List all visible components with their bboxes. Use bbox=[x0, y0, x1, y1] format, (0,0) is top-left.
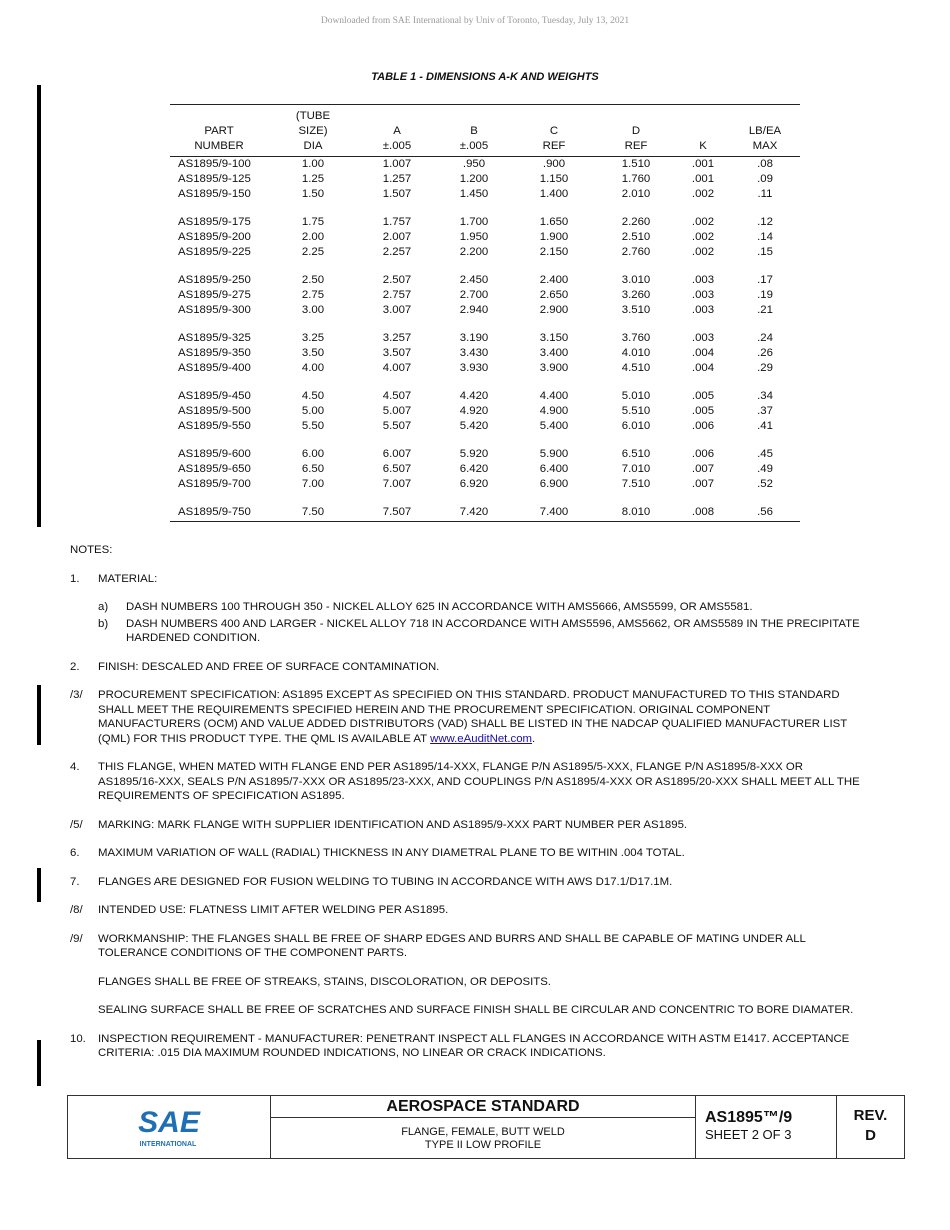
weight: .08 bbox=[757, 158, 773, 170]
dim-b: 5.420 bbox=[459, 420, 489, 432]
weight: .19 bbox=[757, 289, 773, 301]
note-1b bbox=[98, 617, 860, 646]
dim-c: 6.400 bbox=[539, 463, 569, 475]
weight: .29 bbox=[757, 362, 773, 374]
weight: .34 bbox=[757, 390, 773, 402]
dim-k: .002 bbox=[691, 216, 715, 228]
dim-a: 1.257 bbox=[382, 173, 412, 185]
revision-value: D bbox=[865, 1127, 876, 1144]
dim-a: 2.757 bbox=[382, 289, 412, 301]
note-text: INTENDED USE: FLATNESS LIMIT AFTER WELDING PER AS1895. bbox=[98, 904, 449, 916]
dim-d: 4.010 bbox=[621, 347, 651, 359]
dim-k: .004 bbox=[691, 347, 715, 359]
dim-a: 3.007 bbox=[382, 304, 412, 316]
note-text: MATERIAL: bbox=[98, 572, 158, 585]
standard-type: AEROSPACE STANDARD bbox=[271, 1096, 695, 1118]
table-row bbox=[170, 288, 800, 303]
dim-d: 6.510 bbox=[621, 448, 651, 460]
tube-dia: 6.00 bbox=[301, 448, 325, 460]
weight: .41 bbox=[757, 420, 773, 432]
notes-heading: NOTES: bbox=[70, 544, 113, 556]
note-5 bbox=[70, 818, 860, 833]
dim-c: 3.900 bbox=[539, 362, 569, 374]
dim-d: 8.010 bbox=[596, 492, 676, 522]
header-row bbox=[170, 139, 800, 157]
table-row bbox=[170, 477, 800, 492]
sub-letter: b) bbox=[98, 617, 109, 630]
dim-c: 2.650 bbox=[539, 289, 569, 301]
header-c bbox=[512, 105, 596, 125]
dim-a: 5.007 bbox=[382, 405, 412, 417]
dim-b: 3.190 bbox=[459, 332, 489, 344]
tube-dia: 1.00 bbox=[301, 158, 325, 170]
eauditnet-link[interactable]: www.eAuditNet.com bbox=[430, 732, 533, 745]
note-text: INSPECTION REQUIREMENT - MANUFACTURER: PENETRANT INSPECT ALL FLANGES IN ACCORDANCE WITH ASTM E1417. ACCEPTANCE CRITERIA: .015 DIA MAXIMUM ROUNDED INDICATIONS, NO LINEAR OR CRACK INDICATIONS. bbox=[98, 1032, 850, 1059]
dim-a: 1.507 bbox=[382, 188, 412, 200]
tube-dia: 7.50 bbox=[268, 492, 358, 522]
header-dia: SIZE) bbox=[298, 125, 328, 137]
dim-d: 3.760 bbox=[621, 332, 651, 344]
note-text: FINISH: DESCALED AND FREE OF SURFACE CONTAMINATION. bbox=[98, 660, 440, 673]
note-1a bbox=[98, 600, 860, 615]
weight: .26 bbox=[757, 347, 773, 359]
dim-k: .003 bbox=[691, 332, 715, 344]
tube-dia: 2.25 bbox=[301, 246, 325, 258]
dim-b: 1.950 bbox=[459, 231, 489, 243]
part-number: AS1895/9-225 bbox=[178, 246, 251, 258]
dimensions-table bbox=[170, 104, 800, 522]
table-row bbox=[170, 202, 800, 230]
part-number: AS1895/9-700 bbox=[178, 478, 251, 490]
weight: .09 bbox=[757, 173, 773, 185]
title-block bbox=[67, 1095, 905, 1159]
document-number: AS1895™/9 bbox=[705, 1109, 793, 1126]
sub-text: DASH NUMBERS 400 AND LARGER - NICKEL ALLOY 718 IN ACCORDANCE WITH AMS5596, AMS5662, OR AMS5589 IN THE PRECIPITATE HARDENED CONDITION. bbox=[126, 617, 860, 644]
tube-dia: 1.25 bbox=[301, 173, 325, 185]
dim-d: 3.260 bbox=[621, 289, 651, 301]
tube-dia: 1.75 bbox=[301, 216, 325, 228]
weight: .37 bbox=[757, 405, 773, 417]
dim-c: 1.900 bbox=[539, 231, 569, 243]
part-number: AS1895/9-175 bbox=[178, 216, 251, 228]
notes-section bbox=[70, 543, 860, 1075]
note-number: /9/ bbox=[70, 932, 83, 945]
dim-a: 5.507 bbox=[382, 420, 412, 432]
logo-subtext: INTERNATIONAL bbox=[139, 1141, 197, 1148]
note-number: 1. bbox=[70, 572, 80, 585]
note-number: 6. bbox=[70, 847, 80, 859]
part-number: AS1895/9-450 bbox=[178, 390, 251, 402]
note-text: SEALING SURFACE SHALL BE FREE OF SCRATCHES AND SURFACE FINISH SHALL BE CIRCULAR AND CONCENTRIC TO BORE DIAMATER. bbox=[98, 1004, 854, 1016]
weight: .17 bbox=[757, 274, 773, 286]
table-row bbox=[170, 303, 800, 318]
header-c: C bbox=[549, 125, 559, 137]
revision-bar bbox=[37, 1040, 41, 1086]
weight: .14 bbox=[757, 231, 773, 243]
note-text: FLANGES SHALL BE FREE OF STREAKS, STAINS, DISCOLORATION, OR DEPOSITS. bbox=[98, 975, 551, 988]
table-row bbox=[170, 492, 800, 522]
dim-k: .002 bbox=[691, 188, 715, 200]
header-k: K bbox=[676, 139, 730, 157]
tube-dia: 3.25 bbox=[301, 332, 325, 344]
dim-a: 6.507 bbox=[382, 463, 412, 475]
tube-dia: 4.50 bbox=[301, 390, 325, 402]
dim-k: .003 bbox=[691, 304, 715, 316]
dim-d: 3.010 bbox=[621, 274, 651, 286]
dim-b: 1.700 bbox=[459, 216, 489, 228]
table-row bbox=[170, 260, 800, 288]
table-row bbox=[170, 404, 800, 419]
dim-b: 1.200 bbox=[459, 173, 489, 185]
dim-b: .950 bbox=[462, 158, 486, 170]
dim-a: 2.507 bbox=[382, 274, 412, 286]
sheet-number: SHEET 2 OF 3 bbox=[705, 1127, 792, 1142]
tube-dia: 3.50 bbox=[301, 347, 325, 359]
part-number: AS1895/9-300 bbox=[178, 304, 251, 316]
dim-c: 1.400 bbox=[539, 188, 569, 200]
sub-letter: a) bbox=[98, 601, 109, 613]
part-number: AS1895/9-275 bbox=[178, 289, 251, 301]
dim-a: 2.007 bbox=[382, 231, 412, 243]
dim-c: 1.650 bbox=[539, 216, 569, 228]
header-part bbox=[170, 105, 268, 125]
table-row bbox=[170, 462, 800, 477]
part-number: AS1895/9-500 bbox=[178, 405, 251, 417]
part-number: AS1895/9-250 bbox=[178, 274, 251, 286]
dim-d: 2.760 bbox=[621, 246, 651, 258]
header-row bbox=[170, 105, 800, 125]
dim-d: 3.510 bbox=[621, 304, 651, 316]
dim-k: .007 bbox=[691, 478, 715, 490]
dim-d: 2.260 bbox=[621, 216, 651, 228]
header-k bbox=[676, 105, 730, 125]
table-title: TABLE 1 - DIMENSIONS A-K AND WEIGHTS bbox=[371, 71, 599, 83]
part-number: AS1895/9-400 bbox=[178, 362, 251, 374]
revision-bar bbox=[37, 868, 41, 902]
dim-b: 2.940 bbox=[459, 304, 489, 316]
dim-b: 2.450 bbox=[459, 274, 489, 286]
note-number: 4. bbox=[70, 761, 80, 773]
dim-b: 7.420 bbox=[436, 492, 512, 522]
dim-a: 1.007 bbox=[382, 158, 412, 170]
dim-c: 2.400 bbox=[539, 274, 569, 286]
dim-d: 1.510 bbox=[621, 158, 651, 170]
dim-c: 2.150 bbox=[539, 246, 569, 258]
logo-text: SAE bbox=[138, 1106, 200, 1139]
sae-logo bbox=[68, 1096, 271, 1158]
dim-k: .005 bbox=[691, 405, 715, 417]
dim-k: .005 bbox=[691, 390, 715, 402]
dim-c: 3.400 bbox=[539, 347, 569, 359]
note-3 bbox=[70, 688, 860, 746]
dim-b: 3.930 bbox=[459, 362, 489, 374]
dim-a: 3.257 bbox=[382, 332, 412, 344]
dim-b: 5.920 bbox=[459, 448, 489, 460]
note-7 bbox=[70, 875, 860, 890]
revision-label: REV. bbox=[853, 1107, 888, 1124]
weight: .12 bbox=[757, 216, 773, 228]
dim-c: 3.150 bbox=[539, 332, 569, 344]
dim-b: 2.700 bbox=[459, 289, 489, 301]
header-d: REF bbox=[596, 139, 676, 157]
dim-d: 7.510 bbox=[621, 478, 651, 490]
note-2 bbox=[70, 660, 860, 675]
note-number: /5/ bbox=[70, 818, 83, 831]
dim-b: 6.420 bbox=[459, 463, 489, 475]
table-row bbox=[170, 346, 800, 361]
weight: .24 bbox=[757, 332, 773, 344]
note-text: WORKMANSHIP: THE FLANGES SHALL BE FREE OF SHARP EDGES AND BURRS AND SHALL BE CAPABLE OF MATING UNDER ALL TOLERANCE CONDITIONS OF THE COMPONENT PARTS. bbox=[98, 932, 806, 959]
dim-c: 2.900 bbox=[539, 304, 569, 316]
weight: .45 bbox=[757, 448, 773, 460]
tube-dia: 5.00 bbox=[301, 405, 325, 417]
table-row bbox=[170, 419, 800, 434]
part-number: AS1895/9-550 bbox=[178, 420, 251, 432]
part-number: AS1895/9-650 bbox=[178, 463, 251, 475]
tube-dia: 3.00 bbox=[301, 304, 325, 316]
header-a: ±.005 bbox=[358, 139, 436, 157]
dim-a: 1.757 bbox=[382, 216, 412, 228]
note-number: /3/ bbox=[70, 689, 83, 701]
dim-b: 6.920 bbox=[459, 478, 489, 490]
dim-c: .900 bbox=[542, 158, 566, 170]
dim-k: .003 bbox=[691, 274, 715, 286]
part-number: AS1895/9-350 bbox=[178, 347, 251, 359]
table-row bbox=[170, 172, 800, 187]
dim-a: 4.507 bbox=[382, 390, 412, 402]
dim-c: 7.400 bbox=[512, 492, 596, 522]
dim-a: 6.007 bbox=[382, 448, 412, 460]
dim-k: .002 bbox=[691, 231, 715, 243]
header-row bbox=[170, 124, 800, 139]
note-text: FLANGES ARE DESIGNED FOR FUSION WELDING TO TUBING IN ACCORDANCE WITH AWS D17.1/D17.1M. bbox=[98, 875, 673, 888]
dim-k: .003 bbox=[691, 289, 715, 301]
part-number: AS1895/9-325 bbox=[178, 332, 251, 344]
dim-b: 3.430 bbox=[459, 347, 489, 359]
header-weight: MAX bbox=[730, 139, 800, 157]
table-row bbox=[170, 434, 800, 462]
table-row bbox=[170, 245, 800, 260]
dim-k: .007 bbox=[691, 463, 715, 475]
dim-d: 5.510 bbox=[621, 405, 651, 417]
note-8 bbox=[70, 903, 860, 918]
revision-bar bbox=[37, 85, 41, 527]
table-row bbox=[170, 230, 800, 245]
tube-dia: 2.00 bbox=[301, 231, 325, 243]
dim-d: 1.760 bbox=[621, 173, 651, 185]
revision-bar bbox=[37, 685, 41, 745]
note-text: MARKING: MARK FLANGE WITH SUPPLIER IDENTIFICATION AND AS1895/9-XXX PART NUMBER PER AS1895. bbox=[98, 818, 688, 831]
dim-k: .002 bbox=[691, 246, 715, 258]
note-number: 10. bbox=[70, 1032, 86, 1045]
header-part: PART bbox=[204, 125, 234, 137]
header-d: D bbox=[631, 125, 641, 137]
part-number: AS1895/9-125 bbox=[178, 173, 251, 185]
header-dia: (TUBE bbox=[268, 105, 358, 125]
weight: .11 bbox=[757, 188, 773, 200]
dim-k: .008 bbox=[676, 492, 730, 522]
note-10 bbox=[70, 1032, 860, 1061]
dim-b: 4.420 bbox=[459, 390, 489, 402]
header-c: REF bbox=[512, 139, 596, 157]
dim-k: .001 bbox=[691, 158, 715, 170]
header-dia: DIA bbox=[268, 139, 358, 157]
dim-d: 7.010 bbox=[621, 463, 651, 475]
dim-c: 4.400 bbox=[539, 390, 569, 402]
note-9 bbox=[70, 932, 860, 1018]
weight: .56 bbox=[730, 492, 800, 522]
dim-c: 4.900 bbox=[539, 405, 569, 417]
note-text: PROCUREMENT SPECIFICATION: AS1895 EXCEPT AS SPECIFIED ON THIS STANDARD. PRODUCT MANUFACTURED TO THIS STANDARD SHALL MEET THE REQUIREMENTS SPECIFIED HEREIN AND THE PROCUREMENT SPECIFICATION. ORIGINAL COMPONENT MANUFACTURERS (OCM) AND VALUE ADDED DISTRIBUTORS (VAD) SHALL BE LISTED IN THE NADCAP QUALIFIED MANUFACTURER LIST (QML) FOR THIS PRODUCT TYPE. THE QML IS AVAILABLE AT bbox=[98, 689, 847, 745]
table-row bbox=[170, 187, 800, 202]
dim-a: 2.257 bbox=[382, 246, 412, 258]
note-number: 7. bbox=[70, 875, 80, 888]
tube-dia: 6.50 bbox=[301, 463, 325, 475]
sub-text: DASH NUMBERS 100 THROUGH 350 - NICKEL ALLOY 625 IN ACCORDANCE WITH AMS5666, AMS5599, OR AMS5581. bbox=[126, 601, 753, 613]
header-d bbox=[596, 105, 676, 125]
dim-c: 5.400 bbox=[539, 420, 569, 432]
header-a bbox=[358, 105, 436, 125]
dim-k: .006 bbox=[691, 420, 715, 432]
dim-b: 4.920 bbox=[459, 405, 489, 417]
header-a: A bbox=[393, 125, 401, 137]
header-k bbox=[676, 124, 730, 139]
weight: .21 bbox=[757, 304, 773, 316]
note-number: /8/ bbox=[70, 904, 83, 916]
table-row bbox=[170, 157, 800, 173]
dim-a: 3.507 bbox=[382, 347, 412, 359]
header-part: NUMBER bbox=[170, 139, 268, 157]
note-6 bbox=[70, 846, 860, 861]
weight: .15 bbox=[757, 246, 773, 258]
part-number: AS1895/9-600 bbox=[178, 448, 251, 460]
tube-dia: 7.00 bbox=[301, 478, 325, 490]
header-b: B bbox=[470, 125, 478, 137]
dim-k: .006 bbox=[691, 448, 715, 460]
header-b bbox=[436, 105, 512, 125]
dim-c: 5.900 bbox=[539, 448, 569, 460]
dim-d: 5.010 bbox=[621, 390, 651, 402]
part-description: FLANGE, FEMALE, BUTT WELD bbox=[401, 1126, 565, 1138]
weight: .49 bbox=[757, 463, 773, 475]
part-number: AS1895/9-100 bbox=[178, 158, 251, 170]
part-number: AS1895/9-750 bbox=[170, 492, 268, 522]
dim-k: .004 bbox=[691, 362, 715, 374]
note-1 bbox=[70, 572, 860, 646]
dim-d: 2.510 bbox=[621, 231, 651, 243]
tube-dia: 1.50 bbox=[301, 188, 325, 200]
part-number: AS1895/9-150 bbox=[178, 188, 251, 200]
dim-b: 1.450 bbox=[459, 188, 489, 200]
table-row bbox=[170, 361, 800, 376]
header-b: ±.005 bbox=[436, 139, 512, 157]
weight: .52 bbox=[757, 478, 773, 490]
tube-dia: 2.50 bbox=[301, 274, 325, 286]
part-type: TYPE II LOW PROFILE bbox=[424, 1139, 542, 1151]
tube-dia: 4.00 bbox=[301, 362, 325, 374]
sae-logo-icon bbox=[133, 1105, 205, 1149]
note-text: THIS FLANGE, WHEN MATED WITH FLANGE END PER AS1895/14-XXX, FLANGE P/N AS1895/5-XXX, FLANGE P/N AS1895/8-XXX OR AS1895/16-XXX, SEALS P/N AS1895/7-XXX OR AS1895/23-XXX, AND COUPLINGS P/N AS1895/4-XXX OR AS1895/20-XXX SHALL MEET ALL THE REQUIREMENTS OF SPECIFICATION AS1895. bbox=[98, 761, 860, 802]
note-end: . bbox=[532, 732, 536, 745]
tube-dia: 5.50 bbox=[301, 420, 325, 432]
header-weight bbox=[730, 105, 800, 125]
part-number: AS1895/9-200 bbox=[178, 231, 251, 243]
dim-a: 7.507 bbox=[358, 492, 436, 522]
dim-k: .001 bbox=[691, 173, 715, 185]
dim-d: 4.510 bbox=[621, 362, 651, 374]
dim-a: 4.007 bbox=[382, 362, 412, 374]
note-number: 2. bbox=[70, 660, 80, 673]
dim-b: 2.200 bbox=[459, 246, 489, 258]
dim-d: 6.010 bbox=[621, 420, 651, 432]
dim-d: 2.010 bbox=[621, 188, 651, 200]
dim-a: 7.007 bbox=[382, 478, 412, 490]
download-watermark: Downloaded from SAE International by Univ of Toronto, Tuesday, July 13, 2021 bbox=[320, 16, 630, 26]
tube-dia: 2.75 bbox=[301, 289, 325, 301]
dim-c: 6.900 bbox=[539, 478, 569, 490]
table-row bbox=[170, 376, 800, 404]
dim-c: 1.150 bbox=[539, 173, 569, 185]
table-row bbox=[170, 318, 800, 346]
header-weight: LB/EA bbox=[748, 125, 782, 137]
note-text: MAXIMUM VARIATION OF WALL (RADIAL) THICKNESS IN ANY DIAMETRAL PLANE TO BE WITHIN .004 TOTAL. bbox=[98, 847, 685, 859]
note-4 bbox=[70, 760, 860, 804]
